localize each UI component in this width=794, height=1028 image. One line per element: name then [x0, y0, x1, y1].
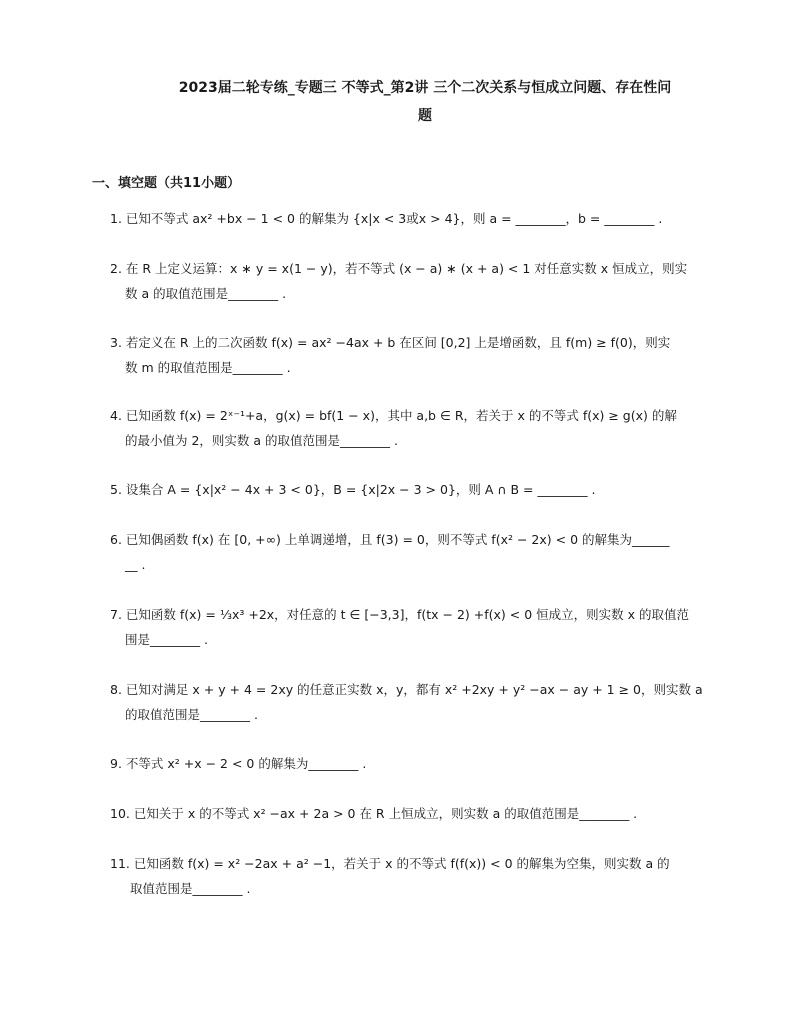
question-8: [110, 677, 740, 727]
question-line: 10. 已知关于 x 的不等式 x² −ax + 2a > 0 在 R 上恒成立，则实数 a 的取值范围是________ .: [110, 806, 638, 821]
question-line: __ .: [125, 557, 146, 572]
question-line: 围是________ .: [125, 632, 208, 647]
question-line: 的最小值为 2，则实数 a 的取值范围是________ .: [125, 433, 398, 448]
question-line: 2. 在 R 上定义运算：x ∗ y = x(1 − y)，若不等式 (x − a) ∗ (x + a) < 1 对任意实数 x 恒成立，则实: [110, 261, 688, 276]
question-line: 11. 已知函数 f(x) = x² −2ax + a² −1，若关于 x 的不等式 f(f(x)) < 0 的解集为空集，则实数 a 的: [110, 856, 670, 871]
document-title: [120, 74, 730, 130]
question-6: [110, 527, 740, 577]
title-line-1: 2023届二轮专练_专题三 不等式_第2讲 三个二次关系与恒成立问题、存在性问: [178, 80, 672, 96]
question-line: 6. 已知偶函数 f(x) 在 [0, +∞) 上单调递增，且 f(3) = 0，则不等式 f(x² − 2x) < 0 的解集为______: [110, 532, 670, 547]
question-line: 8. 已知对满足 x + y + 4 = 2xy 的任意正实数 x，y，都有 x² +2xy + y² −ax − ay + 1 ≥ 0，则实数 a: [110, 682, 703, 697]
title-line-2: 题: [418, 108, 432, 124]
question-line: 数 m 的取值范围是________ .: [125, 360, 291, 375]
question-line: 数 a 的取值范围是________ .: [125, 286, 287, 301]
question-11: [110, 851, 740, 901]
question-line: 7. 已知函数 f(x) = ⅓x³ +2x，对任意的 t ∈ [−3,3]，f(tx − 2) +f(x) < 0 恒成立，则实数 x 的取值范: [110, 607, 689, 622]
question-7: [110, 602, 740, 652]
question-2: [110, 256, 740, 306]
section-heading: 一、填空题（共11小题）: [92, 176, 241, 191]
question-10: [110, 801, 740, 826]
question-line: 9. 不等式 x² +x − 2 < 0 的解集为________ .: [110, 756, 367, 771]
question-9: [110, 751, 740, 776]
question-line: 4. 已知函数 f(x) = 2ˣ⁻¹+a，g(x) = bf(1 − x)，其中 a,b ∈ R，若关于 x 的不等式 f(x) ≥ g(x) 的解: [110, 408, 677, 423]
question-line: 的取值范围是________ .: [125, 707, 258, 722]
question-1: [110, 206, 740, 231]
question-5: [110, 477, 740, 502]
question-line: 5. 设集合 A = {x|x² − 4x + 3 < 0}，B = {x|2x − 3 > 0}，则 A ∩ B = ________ .: [110, 482, 596, 497]
question-4: [110, 403, 740, 453]
question-3: [110, 330, 740, 380]
question-line: 3. 若定义在 R 上的二次函数 f(x) = ax² −4ax + b 在区间 [0,2] 上是增函数，且 f(m) ≥ f(0)，则实: [110, 335, 671, 350]
question-line: 取值范围是________ .: [130, 881, 251, 896]
question-line: 1. 已知不等式 ax² +bx − 1 < 0 的解集为 {x|x < 3或x > 4}，则 a = ________，b = ________ .: [110, 211, 663, 226]
